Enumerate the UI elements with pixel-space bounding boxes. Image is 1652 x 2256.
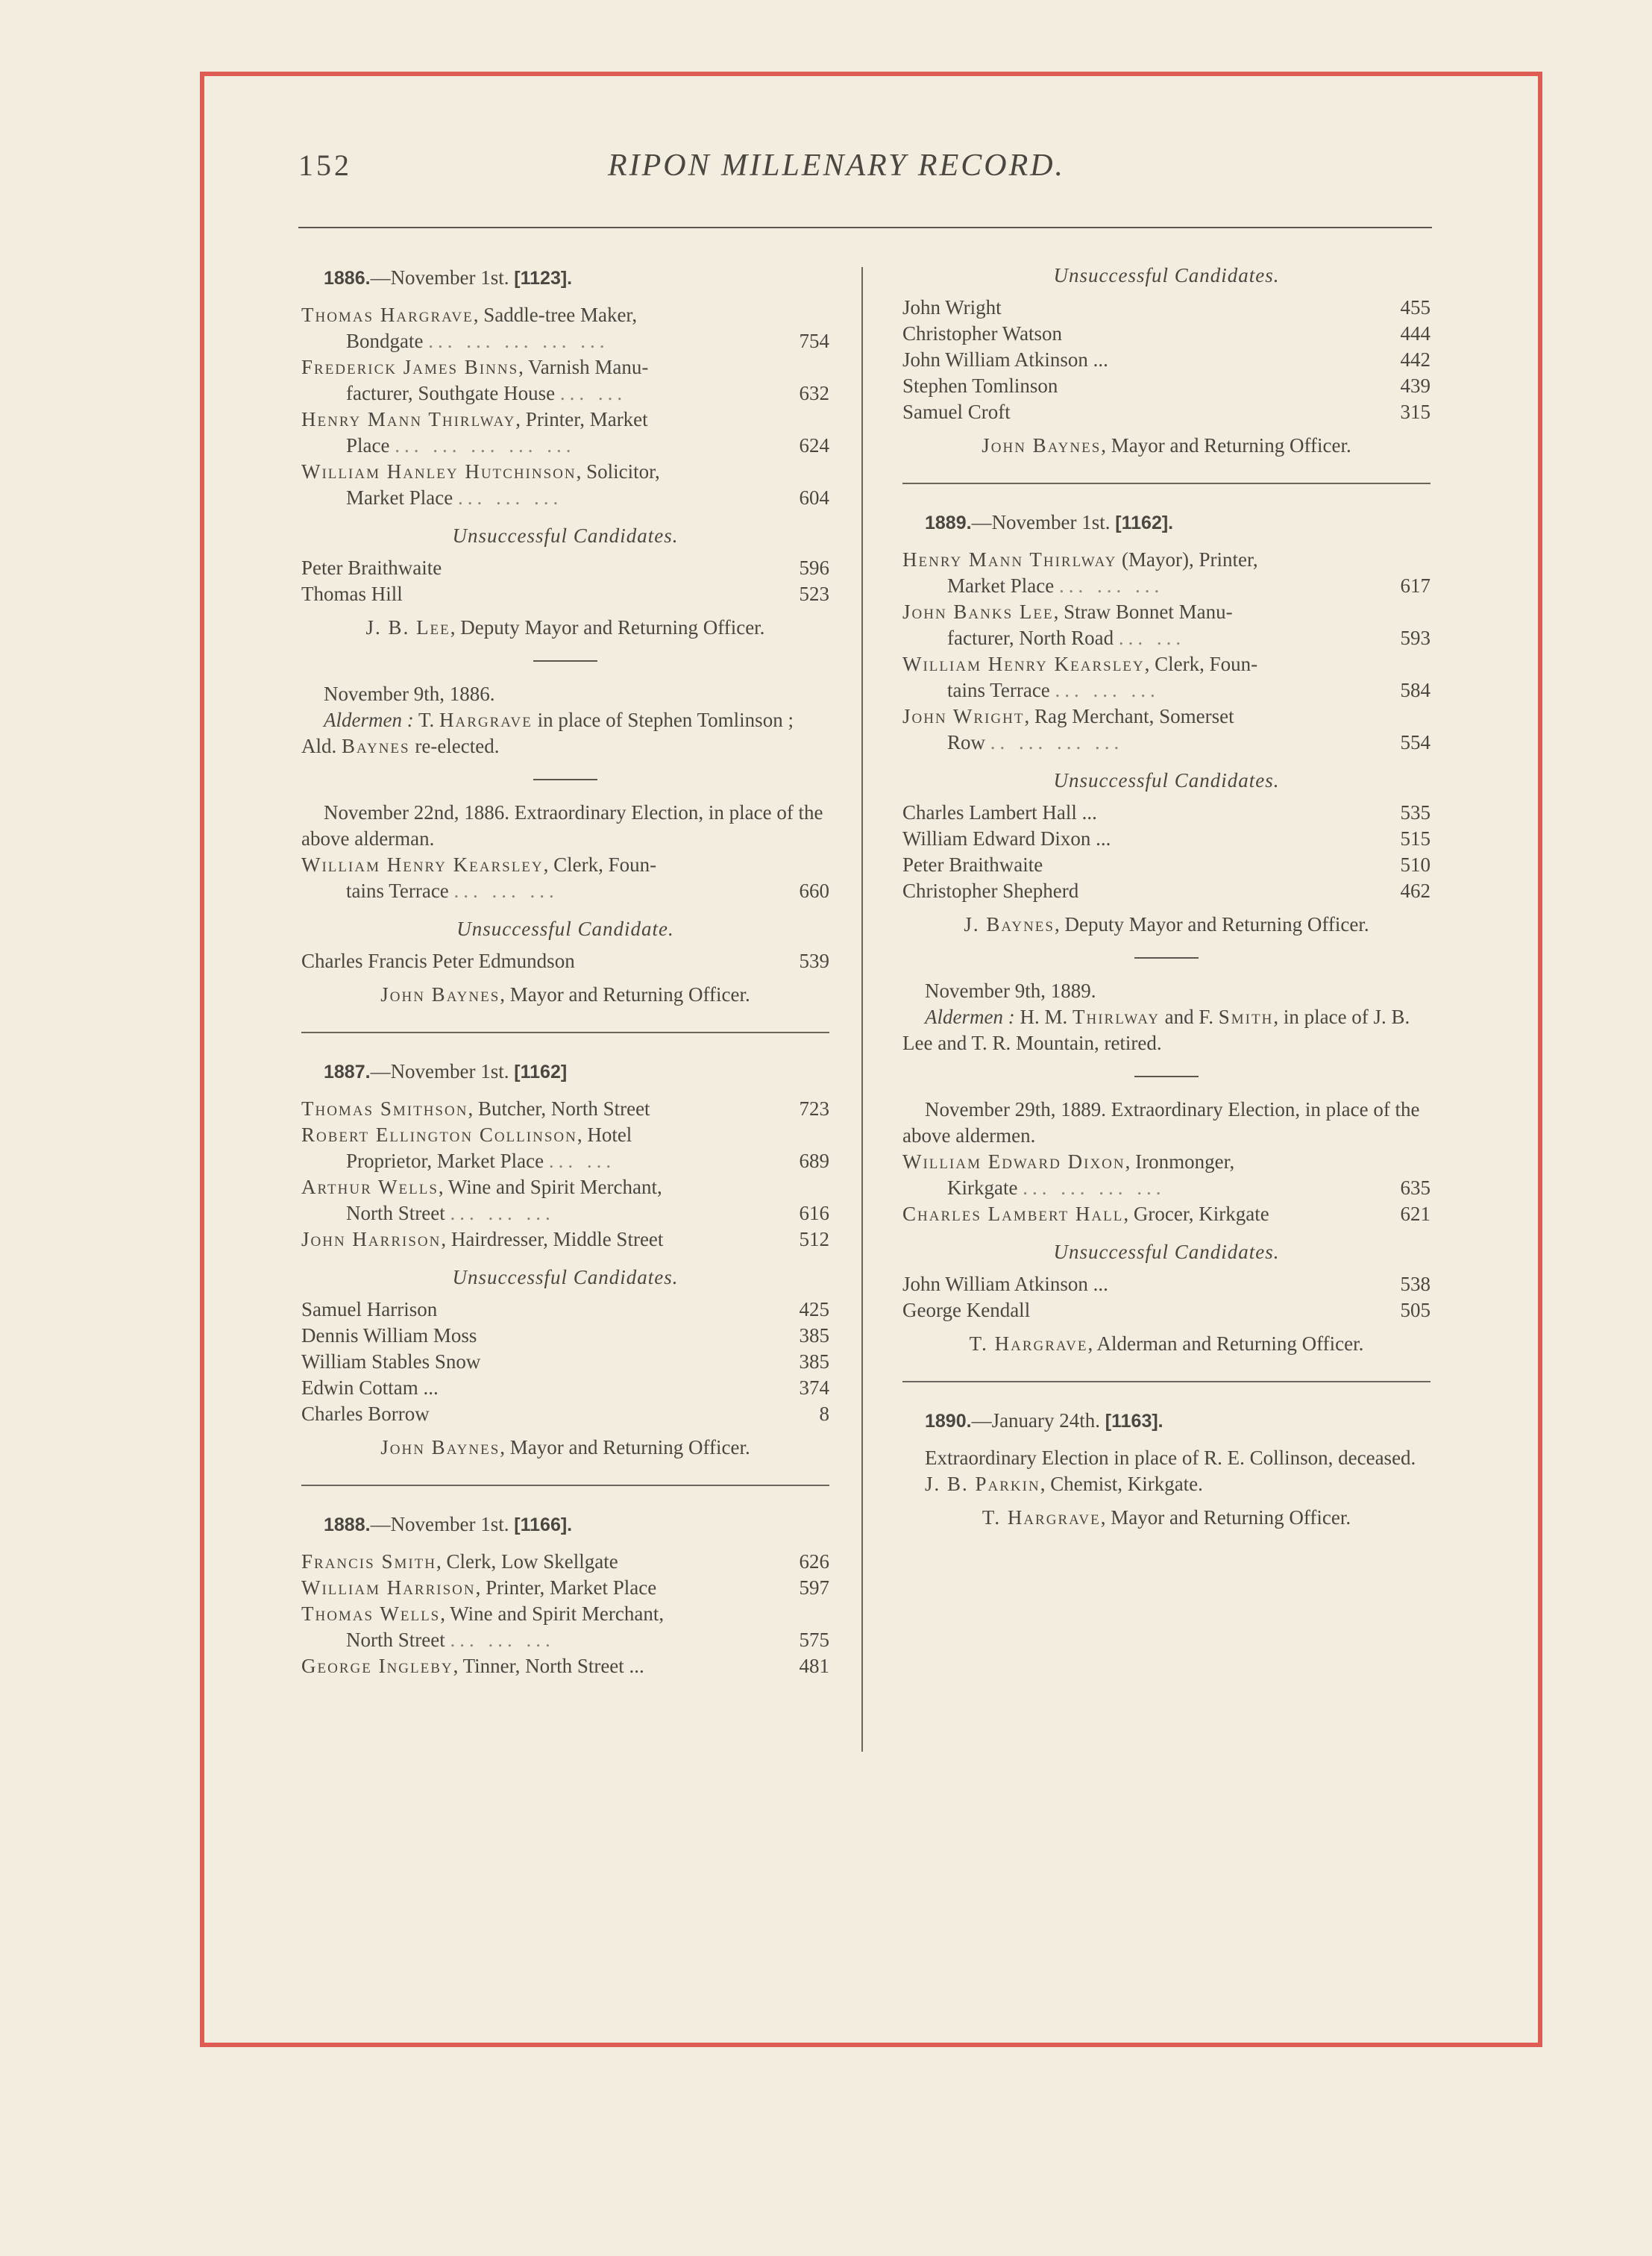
section-text: November 29th, 1889. Extraordinary Election, in place of the above aldermen. xyxy=(902,1098,1420,1147)
aldermen-text xyxy=(902,1004,1430,1056)
unsuccessful-heading: Unsuccessful Candidates. xyxy=(1053,264,1280,286)
candidate-detail: (Mayor), Printer, xyxy=(1116,548,1258,571)
candidate-name: Samuel Croft xyxy=(902,401,1011,423)
election-1889 xyxy=(902,510,1430,938)
reference: [1162]. xyxy=(1115,513,1174,533)
unsuccessful-row xyxy=(301,1375,829,1401)
aldermen-label: Aldermen : xyxy=(925,1006,1015,1028)
section-heading xyxy=(301,265,829,292)
officer-name: T. Hargrave xyxy=(969,1332,1088,1355)
candidate-name: Frederick James Binns xyxy=(301,356,519,378)
candidate-name: Thomas Smithson xyxy=(301,1097,468,1120)
officer-title: , Alderman and Returning Officer. xyxy=(1087,1332,1364,1355)
candidate-name: William Edward Dixon ... xyxy=(902,827,1111,850)
candidate-name: John Harrison xyxy=(301,1228,442,1250)
candidate-detail: , Butcher, North Street xyxy=(468,1097,650,1120)
candidate-name: William Hanley Hutchinson xyxy=(301,460,577,483)
returning-officer xyxy=(902,912,1430,938)
vote-count: 635 xyxy=(1400,1176,1430,1199)
vote-count: 523 xyxy=(799,583,829,605)
unsuccessful-row xyxy=(902,800,1430,826)
page-header xyxy=(0,148,1652,192)
section-date: November 9th, 1886. xyxy=(324,683,495,705)
candidate-detail: , Solicitor, xyxy=(576,460,660,483)
returning-officer xyxy=(902,1505,1430,1531)
year: 1887. xyxy=(324,1062,371,1082)
candidate-name: Charles Lambert Hall xyxy=(902,1203,1124,1225)
candidate-name: William Henry Kearsley xyxy=(301,853,544,876)
text: , in place of J. B. Lee and T. R. Mountain, retired. xyxy=(902,1006,1410,1054)
vote-count: 616 xyxy=(799,1202,829,1224)
unsuccessful-row xyxy=(902,295,1430,321)
candidate-entry xyxy=(902,1201,1430,1227)
officer-name: J. B. Lee xyxy=(365,616,450,639)
reference: [1123]. xyxy=(514,268,573,289)
name: Baynes xyxy=(342,735,410,757)
text: T. xyxy=(418,709,439,731)
section-heading xyxy=(301,1511,829,1538)
short-rule xyxy=(1134,1076,1199,1077)
candidate-name: Henry Mann Thirlway xyxy=(301,408,516,430)
vote-count: 505 xyxy=(1400,1299,1430,1321)
candidate-detail: , Grocer, Kirkgate xyxy=(1123,1203,1269,1225)
candidate-entry: Thomas Wells, Wine and Spirit Merchant, North Street ... ... ... 575 xyxy=(301,1601,829,1653)
candidate-entry xyxy=(301,1653,829,1679)
left-column xyxy=(301,265,829,1679)
candidate-detail: , Clerk, Foun- xyxy=(543,853,657,876)
unsuccessful-heading: Unsuccessful Candidates. xyxy=(452,524,679,547)
vote-count: 374 xyxy=(799,1376,829,1399)
unsuccessful-row xyxy=(301,1349,829,1375)
section-rule xyxy=(301,1032,829,1033)
officer-title: , Mayor and Returning Officer. xyxy=(500,983,750,1006)
candidate-detail: , Hairdresser, Middle Street xyxy=(441,1228,664,1250)
vote-count: 535 xyxy=(1400,801,1430,824)
candidate-detail: , Varnish Manu- xyxy=(518,356,649,378)
header-rule xyxy=(298,227,1432,228)
candidate-entry: Robert Ellington Collinson, Hotel Proprietor, Market Place ... ... 689 xyxy=(301,1122,829,1174)
candidate-detail-cont: Bondgate xyxy=(346,330,424,352)
section-text: November 22nd, 1886. Extraordinary Election, in place of the above alderman. xyxy=(301,801,823,850)
short-rule xyxy=(533,660,597,662)
unsuccessful-row xyxy=(301,1401,829,1427)
candidate-detail-cont: Proprietor, Market Place xyxy=(346,1150,544,1172)
candidate-detail: , Hotel xyxy=(577,1124,632,1146)
candidate-name: John Wright xyxy=(902,705,1025,727)
vote-count: 689 xyxy=(799,1150,829,1172)
candidate-detail-cont: facturer, North Road xyxy=(947,627,1114,649)
text: in place of Stephen Tomlinson ; Ald. xyxy=(301,709,794,757)
unsuccessful-row xyxy=(902,826,1430,852)
candidate-detail-cont: tains Terrace xyxy=(947,679,1050,701)
vote-count: 515 xyxy=(1400,827,1430,850)
candidate-detail: , Clerk, Low Skellgate xyxy=(436,1550,618,1573)
vote-count: 575 xyxy=(799,1629,829,1651)
vote-count: 604 xyxy=(799,486,829,509)
unsuccessful-heading: Unsuccessful Candidates. xyxy=(1053,769,1280,792)
vote-count: 723 xyxy=(799,1097,829,1120)
candidate-name: William Stables Snow xyxy=(301,1350,481,1373)
column-divider xyxy=(861,267,863,1752)
candidate-name: Charles Borrow xyxy=(301,1403,430,1425)
candidate-name: William Henry Kearsley xyxy=(902,653,1145,675)
extraordinary-election-1886 xyxy=(301,800,829,1008)
election-1888-continued xyxy=(902,263,1430,459)
officer-name: John Baynes xyxy=(380,1436,500,1458)
vote-count: 539 xyxy=(799,950,829,972)
returning-officer xyxy=(301,982,829,1008)
candidate-name: John Banks Lee xyxy=(902,601,1054,623)
returning-officer xyxy=(301,615,829,641)
date: —January 24th. xyxy=(971,1409,1101,1432)
vote-count: 315 xyxy=(1400,401,1430,423)
section-rule xyxy=(301,1485,829,1486)
reference: [1163]. xyxy=(1105,1411,1163,1432)
election-1886 xyxy=(301,265,829,641)
vote-count: 8 xyxy=(819,1403,829,1425)
candidate-detail-cont: facturer, Southgate House xyxy=(346,382,556,404)
page-number: 152 xyxy=(298,148,352,182)
candidate-name: J. B. Parkin xyxy=(925,1473,1040,1495)
candidate-name: Christopher Shepherd xyxy=(902,880,1079,902)
officer-name: John Baynes xyxy=(982,434,1102,457)
candidate-entry: Frederick James Binns, Varnish Manu- facturer, Southgate House ... ... 632 xyxy=(301,354,829,407)
candidate-detail: , Tinner, North Street ... xyxy=(453,1655,644,1677)
vote-count: 425 xyxy=(799,1298,829,1320)
candidate-name: Dennis William Moss xyxy=(301,1324,477,1347)
elected-entry xyxy=(902,1471,1430,1497)
section-heading xyxy=(902,1408,1430,1435)
section-heading xyxy=(902,510,1430,536)
section-rule xyxy=(902,1381,1430,1382)
vote-count: 754 xyxy=(799,330,829,352)
candidate-entry: John Wright, Rag Merchant, Somerset Row .. ... ... ... 554 xyxy=(902,704,1430,756)
vote-count: 660 xyxy=(799,880,829,902)
candidate-name: Henry Mann Thirlway xyxy=(902,548,1117,571)
aldermen-1886 xyxy=(301,681,829,759)
reference: [1166]. xyxy=(514,1514,573,1535)
candidate-detail: , Clerk, Foun- xyxy=(1144,653,1258,675)
unsuccessful-heading: Unsuccessful Candidates. xyxy=(1053,1241,1280,1263)
unsuccessful-row xyxy=(301,581,829,607)
candidate-detail: , Saddle-tree Maker, xyxy=(473,304,638,326)
election-1887 xyxy=(301,1059,829,1461)
candidate-name: Charles Lambert Hall ... xyxy=(902,801,1097,824)
vote-count: 624 xyxy=(799,434,829,457)
candidate-detail-cont: Market Place xyxy=(947,574,1055,597)
candidate-name: Christopher Watson xyxy=(902,322,1063,345)
unsuccessful-row xyxy=(902,1271,1430,1297)
candidate-name: William Edward Dixon xyxy=(902,1150,1125,1173)
unsuccessful-row xyxy=(902,1297,1430,1323)
vote-count: 621 xyxy=(1400,1203,1430,1225)
candidate-entry: William Henry Kearsley, Clerk, Foun- tains Terrace ... ... ... 584 xyxy=(902,651,1430,704)
vote-count: 538 xyxy=(1400,1273,1430,1295)
vote-count: 385 xyxy=(799,1350,829,1373)
vote-count: 444 xyxy=(1400,322,1430,345)
unsuccessful-row xyxy=(301,948,829,974)
extraordinary-election-1889 xyxy=(902,1097,1430,1357)
vote-count: 462 xyxy=(1400,880,1430,902)
unsuccessful-heading: Unsuccessful Candidates. xyxy=(452,1266,679,1288)
aldermen-1889 xyxy=(902,978,1430,1056)
officer-title: , Mayor and Returning Officer. xyxy=(500,1436,750,1458)
candidate-detail-cont: Kirkgate xyxy=(947,1176,1018,1199)
candidate-name: William Harrison xyxy=(301,1576,476,1599)
candidate-entry xyxy=(301,1549,829,1575)
candidate-name: Stephen Tomlinson xyxy=(902,375,1058,397)
candidate-detail-cont: tains Terrace xyxy=(346,880,449,902)
unsuccessful-row xyxy=(301,1323,829,1349)
candidate-name: John William Atkinson ... xyxy=(902,1273,1108,1295)
text: re-elected. xyxy=(409,735,500,757)
year: 1886. xyxy=(324,268,371,289)
candidate-detail: , Printer, Market xyxy=(515,408,648,430)
officer-name: T. Hargrave xyxy=(982,1506,1101,1529)
date: —November 1st. xyxy=(370,1513,509,1535)
unsuccessful-row xyxy=(902,878,1430,904)
election-1890 xyxy=(902,1408,1430,1531)
vote-count: 481 xyxy=(799,1655,829,1677)
candidate-name: Peter Braithwaite xyxy=(301,557,442,579)
candidate-name: Peter Braithwaite xyxy=(902,853,1043,876)
date: —November 1st. xyxy=(370,1060,509,1082)
short-rule xyxy=(533,779,597,780)
candidate-detail: , Chemist, Kirkgate. xyxy=(1040,1473,1203,1495)
candidate-name: Thomas Wells xyxy=(301,1602,441,1625)
unsuccessful-row xyxy=(902,347,1430,373)
returning-officer xyxy=(301,1435,829,1461)
candidate-entry xyxy=(301,1096,829,1122)
section-date: November 9th, 1889. xyxy=(925,980,1096,1002)
vote-count: 593 xyxy=(1400,627,1430,649)
section-heading xyxy=(301,1059,829,1085)
returning-officer xyxy=(902,433,1430,459)
candidate-entry xyxy=(301,1226,829,1253)
candidate-entry: William Hanley Hutchinson, Solicitor, Market Place ... ... ... 604 xyxy=(301,459,829,511)
candidate-name: Robert Ellington Collinson xyxy=(301,1124,577,1146)
name: Hargrave xyxy=(439,709,533,731)
candidate-entry: Thomas Hargrave, Saddle-tree Maker, Bondgate ... ... ... ... ... 754 xyxy=(301,302,829,354)
vote-count: 442 xyxy=(1400,348,1430,371)
year: 1888. xyxy=(324,1514,371,1535)
candidate-entry: Arthur Wells, Wine and Spirit Merchant, North Street ... ... ... 616 xyxy=(301,1174,829,1226)
candidate-entry: William Henry Kearsley, Clerk, Foun- tains Terrace ... ... ... 660 xyxy=(301,852,829,904)
year: 1890. xyxy=(925,1411,972,1432)
candidate-entry xyxy=(301,1575,829,1601)
candidate-detail: , Wine and Spirit Merchant, xyxy=(440,1602,665,1625)
candidate-detail: , Printer, Market Place xyxy=(475,1576,657,1599)
vote-count: 626 xyxy=(799,1550,829,1573)
candidate-name: Arthur Wells xyxy=(301,1176,439,1198)
candidate-detail-cont: Row xyxy=(947,731,986,753)
officer-title: , Deputy Mayor and Returning Officer. xyxy=(450,616,765,639)
candidate-name: Thomas Hargrave xyxy=(301,304,474,326)
candidate-detail: , Wine and Spirit Merchant, xyxy=(438,1176,662,1198)
date: —November 1st. xyxy=(370,266,509,289)
officer-name: John Baynes xyxy=(380,983,500,1006)
unsuccessful-row xyxy=(902,399,1430,425)
vote-count: 584 xyxy=(1400,679,1430,701)
candidate-entry: Henry Mann Thirlway, Printer, Market Place ... ... ... ... ... 624 xyxy=(301,407,829,459)
candidate-name: Charles Francis Peter Edmundson xyxy=(301,950,575,972)
right-column xyxy=(902,263,1430,1531)
candidate-detail-cont: North Street xyxy=(346,1202,445,1224)
vote-count: 632 xyxy=(799,382,829,404)
officer-name: J. Baynes xyxy=(964,913,1055,936)
vote-count: 597 xyxy=(799,1576,829,1599)
candidate-detail: , Ironmonger, xyxy=(1125,1150,1235,1173)
vote-count: 385 xyxy=(799,1324,829,1347)
year: 1889. xyxy=(925,513,972,533)
section-text: Extraordinary Election in place of R. E. Collinson, deceased. xyxy=(925,1447,1416,1469)
candidate-detail: , Straw Bonnet Manu- xyxy=(1053,601,1233,623)
candidate-name: Samuel Harrison xyxy=(301,1298,438,1320)
election-1888 xyxy=(301,1511,829,1679)
section-rule xyxy=(902,483,1430,484)
vote-count: 455 xyxy=(1400,296,1430,319)
vote-count: 596 xyxy=(799,557,829,579)
candidate-detail-cont: Market Place xyxy=(346,486,453,509)
officer-title: , Mayor and Returning Officer. xyxy=(1101,434,1351,457)
running-title: RIPON MILLENARY RECORD. xyxy=(608,148,1066,183)
vote-count: 617 xyxy=(1400,574,1430,597)
vote-count: 510 xyxy=(1400,853,1430,876)
candidate-entry: John Banks Lee, Straw Bonnet Manu- facturer, North Road ... ... 593 xyxy=(902,599,1430,651)
officer-title: , Deputy Mayor and Returning Officer. xyxy=(1054,913,1369,936)
candidate-name: John Wright xyxy=(902,296,1002,319)
candidate-name: Edwin Cottam ... xyxy=(301,1376,439,1399)
date: —November 1st. xyxy=(971,511,1111,533)
text: and F. xyxy=(1159,1006,1219,1028)
officer-title: , Mayor and Returning Officer. xyxy=(1100,1506,1351,1529)
candidate-entry: Henry Mann Thirlway (Mayor), Printer, Market Place ... ... ... 617 xyxy=(902,547,1430,599)
reference: [1162] xyxy=(514,1062,568,1082)
candidate-name: Francis Smith xyxy=(301,1550,437,1573)
unsuccessful-row xyxy=(902,321,1430,347)
candidate-entry: William Edward Dixon, Ironmonger, Kirkgate ... ... ... ... 635 xyxy=(902,1149,1430,1201)
candidate-name: George Kendall xyxy=(902,1299,1031,1321)
candidate-detail: , Rag Merchant, Somerset xyxy=(1024,705,1234,727)
name: Thirlway xyxy=(1072,1006,1160,1028)
aldermen-label: Aldermen : xyxy=(324,709,414,731)
unsuccessful-row xyxy=(301,1297,829,1323)
unsuccessful-heading: Unsuccessful Candidate. xyxy=(456,918,674,940)
candidate-detail-cont: North Street xyxy=(346,1629,445,1651)
candidate-detail-cont: Place xyxy=(346,434,390,457)
returning-officer xyxy=(902,1331,1430,1357)
candidate-name: John William Atkinson ... xyxy=(902,348,1108,371)
vote-count: 439 xyxy=(1400,375,1430,397)
candidate-name: George Ingleby xyxy=(301,1655,453,1677)
candidate-name: Thomas Hill xyxy=(301,583,403,605)
vote-count: 554 xyxy=(1400,731,1430,753)
aldermen-text xyxy=(301,707,829,759)
vote-count: 512 xyxy=(799,1228,829,1250)
unsuccessful-row xyxy=(902,852,1430,878)
unsuccessful-row xyxy=(902,373,1430,399)
short-rule xyxy=(1134,957,1199,959)
name: Smith xyxy=(1218,1006,1274,1028)
text: H. M. xyxy=(1020,1006,1072,1028)
unsuccessful-row xyxy=(301,555,829,581)
